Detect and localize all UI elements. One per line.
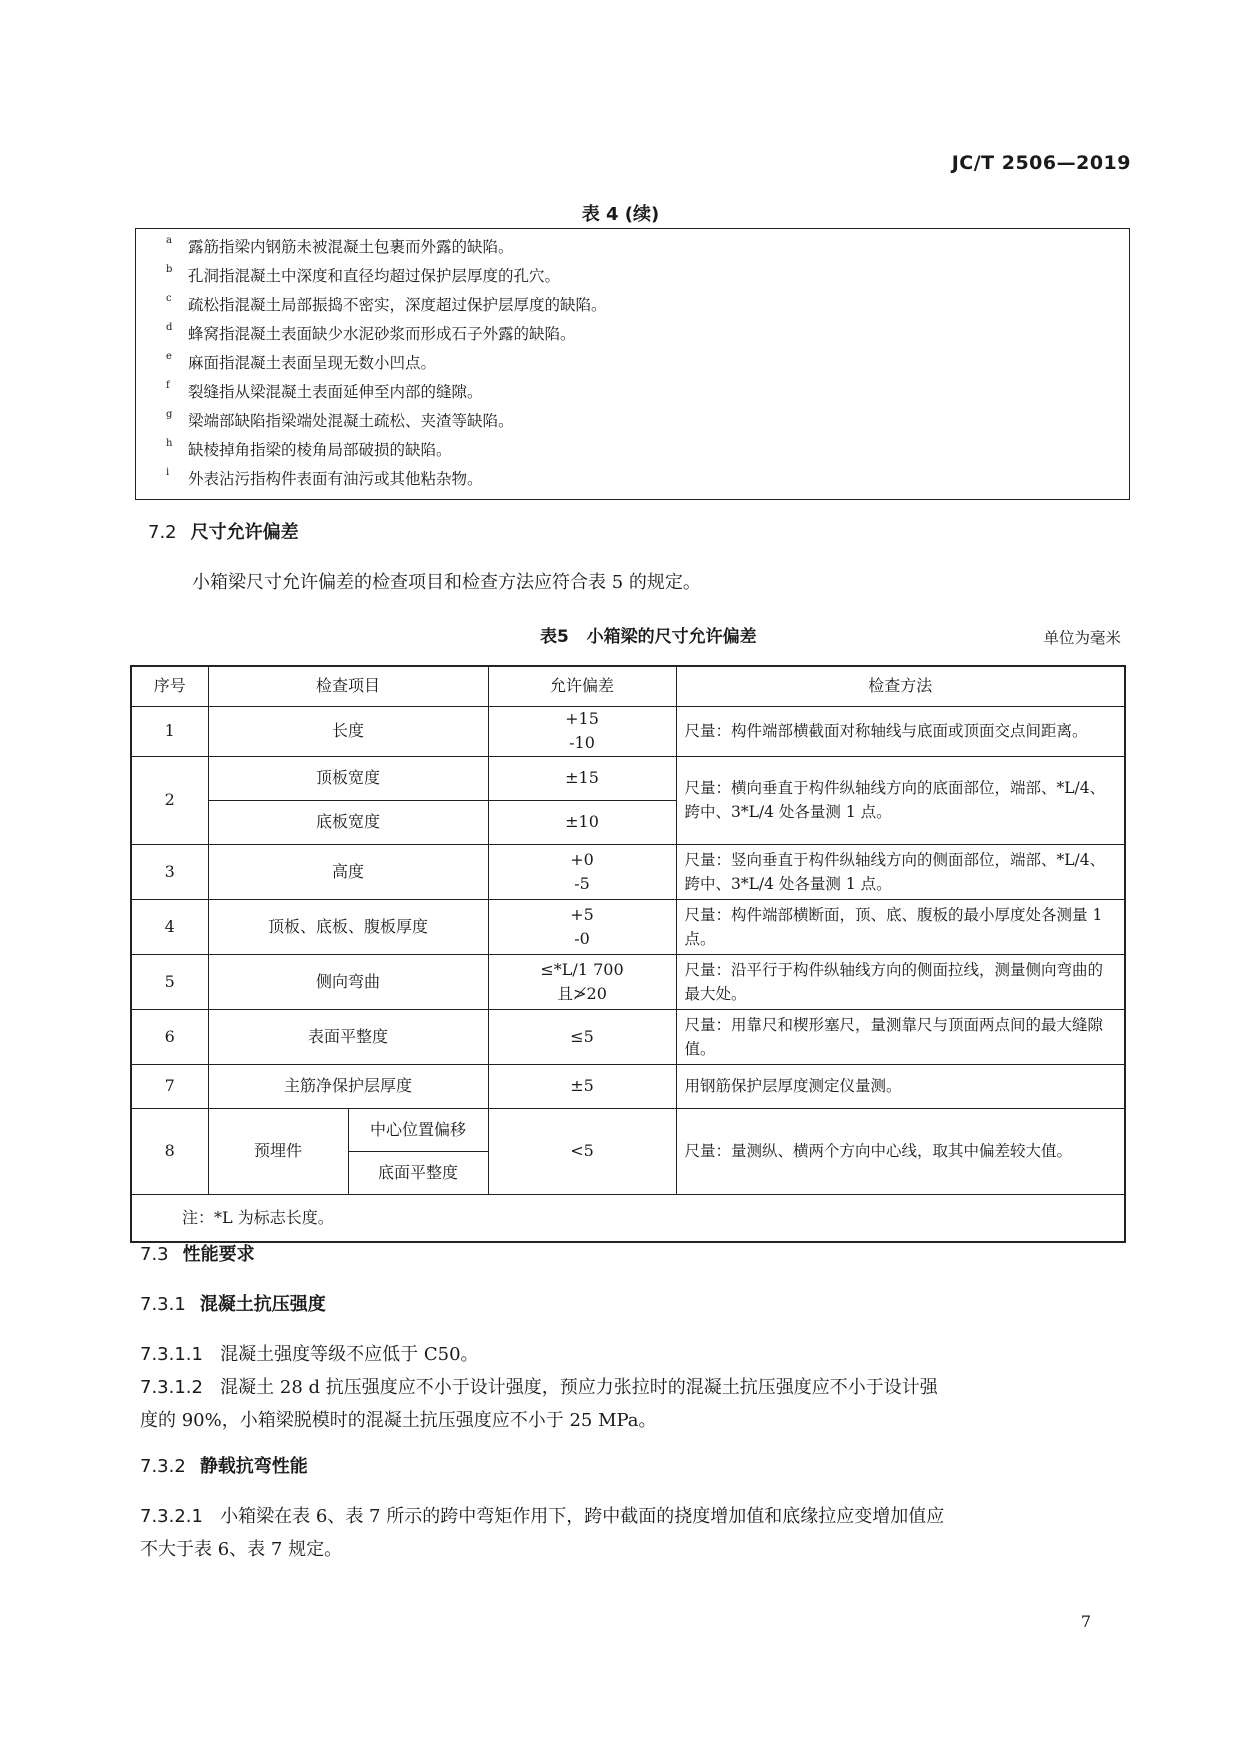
section-7-3-2-heading: 7.3.2 静载抗弯性能 (140, 1456, 308, 1477)
row-no: 3 (131, 844, 208, 899)
row-method: 尺量：构件端部横断面，顶、底、腹板的最小厚度处各测量 1 点。 (676, 899, 1125, 954)
table-row (131, 706, 1125, 756)
row-item: 主筋净保护层厚度 (208, 1064, 488, 1108)
note-g: g 梁端部缺陷指梁端处混凝土疏松、夹渣等缺陷。 (166, 409, 514, 430)
table-row (131, 1064, 1125, 1108)
table4-notes-box (135, 228, 1130, 500)
note-b: b 孔洞指混凝土中深度和直径均超过保护层厚度的孔穴。 (166, 264, 561, 285)
note-h: h 缺棱掉角指梁的棱角局部破损的缺陷。 (166, 438, 452, 459)
section-7-3-1-heading: 7.3.1 混凝土抗压强度 (140, 1294, 326, 1315)
row-tolerance: ±10 (488, 800, 676, 844)
row-item: 高度 (208, 844, 488, 899)
row-item: 顶板宽度 (208, 756, 488, 800)
row-tolerance: +0 -5 (488, 844, 676, 899)
section-7-3-heading: 7.3 性能要求 (140, 1244, 255, 1265)
table-row (131, 756, 1125, 800)
row-no: 2 (131, 756, 208, 844)
header-item: 检查项目 (208, 666, 488, 706)
row-method: 尺量：竖向垂直于构件纵轴线方向的侧面部位，端部、*L/4、跨中、3*L/4 处各量测 1 点。 (676, 844, 1125, 899)
section-7-2-heading: 7.2 尺寸允许偏差 (148, 522, 299, 543)
clause-7-3-1-2: 7.3.1.2 混凝土 28 d 抗压强度应不小于设计强度，预应力张拉时的混凝土抗压强度应不小于设计强 (140, 1377, 938, 1398)
row-item: 预埋件 (208, 1108, 348, 1194)
row-subitem: 底面平整度 (348, 1151, 488, 1194)
row-method: 尺量：用靠尺和楔形塞尺，量测靠尺与顶面两点间的最大缝隙值。 (676, 1009, 1125, 1064)
table5-header-row (131, 666, 1125, 706)
row-tolerance: <5 (488, 1108, 676, 1194)
row-no: 5 (131, 954, 208, 1009)
note-e: e 麻面指混凝土表面呈现无数小凹点。 (166, 351, 437, 372)
row-method: 用钢筋保护层厚度测定仪量测。 (676, 1064, 1125, 1108)
row-no: 4 (131, 899, 208, 954)
clause-7-3-2-1: 7.3.2.1 小箱梁在表 6、表 7 所示的跨中弯矩作用下，跨中截面的挠度增加值和底缘拉应变增加值应 (140, 1506, 945, 1527)
row-subitem: 中心位置偏移 (348, 1108, 488, 1151)
row-no: 8 (131, 1108, 208, 1194)
header-tolerance: 允许偏差 (488, 666, 676, 706)
row-tolerance: ≤*L/1 700 且≯20 (488, 954, 676, 1009)
table-row (131, 844, 1125, 899)
row-tolerance: +15 -10 (488, 706, 676, 756)
row-tolerance: +5 -0 (488, 899, 676, 954)
document-code: JC/T 2506—2019 (951, 152, 1131, 174)
note-a: a 露筋指梁内钢筋未被混凝土包裹而外露的缺陷。 (166, 235, 514, 256)
header-no: 序号 (131, 666, 208, 706)
row-item: 侧向弯曲 (208, 954, 488, 1009)
row-method: 尺量：量测纵、横两个方向中心线，取其中偏差较大值。 (676, 1108, 1125, 1194)
table-row (131, 899, 1125, 954)
row-no: 6 (131, 1009, 208, 1064)
row-no: 7 (131, 1064, 208, 1108)
row-tolerance: ±15 (488, 756, 676, 800)
section-7-2-body: 小箱梁尺寸允许偏差的检查项目和检查方法应符合表 5 的规定。 (192, 572, 701, 593)
clause-7-3-1-1: 7.3.1.1 混凝土强度等级不应低于 C50。 (140, 1344, 479, 1365)
note-c: c 疏松指混凝土局部振捣不密实，深度超过保护层厚度的缺陷。 (166, 293, 607, 314)
row-tolerance: ≤5 (488, 1009, 676, 1064)
table5-caption: 表5 小箱梁的尺寸允许偏差 (540, 627, 757, 647)
table5-note-row (131, 1194, 1125, 1242)
note-d: d 蜂窝指混凝土表面缺少水泥砂浆而形成石子外露的缺陷。 (166, 322, 576, 343)
table-row (131, 1009, 1125, 1064)
header-method: 检查方法 (676, 666, 1125, 706)
row-method: 尺量：沿平行于构件纵轴线方向的侧面拉线，测量侧向弯曲的最大处。 (676, 954, 1125, 1009)
row-method: 尺量：构件端部横截面对称轴线与底面或顶面交点间距离。 (676, 706, 1125, 756)
row-no: 1 (131, 706, 208, 756)
row-method: 尺量：横向垂直于构件纵轴线方向的底面部位，端部、*L/4、跨中、3*L/4 处各量测 1 点。 (676, 756, 1125, 844)
table-row (131, 954, 1125, 1009)
row-item: 长度 (208, 706, 488, 756)
table5 (130, 665, 1126, 1243)
row-tolerance: ±5 (488, 1064, 676, 1108)
table-row (131, 1108, 1125, 1151)
clause-7-3-1-2-cont: 度的 90%，小箱梁脱模时的混凝土抗压强度应不小于 25 MPa。 (140, 1410, 657, 1431)
row-item: 顶板、底板、腹板厚度 (208, 899, 488, 954)
note-f: f 裂缝指从梁混凝土表面延伸至内部的缝隙。 (166, 380, 483, 401)
row-item: 表面平整度 (208, 1009, 488, 1064)
table5-unit: 单位为毫米 (1043, 629, 1121, 647)
clause-7-3-2-1-cont: 不大于表 6、表 7 规定。 (140, 1539, 343, 1560)
row-item: 底板宽度 (208, 800, 488, 844)
page-number: 7 (1080, 1612, 1091, 1631)
table4-caption: 表 4 (续) (581, 204, 660, 225)
note-i: i 外表沾污指构件表面有油污或其他粘杂物。 (166, 467, 483, 488)
table5-note: 注：*L 为标志长度。 (131, 1194, 1125, 1242)
